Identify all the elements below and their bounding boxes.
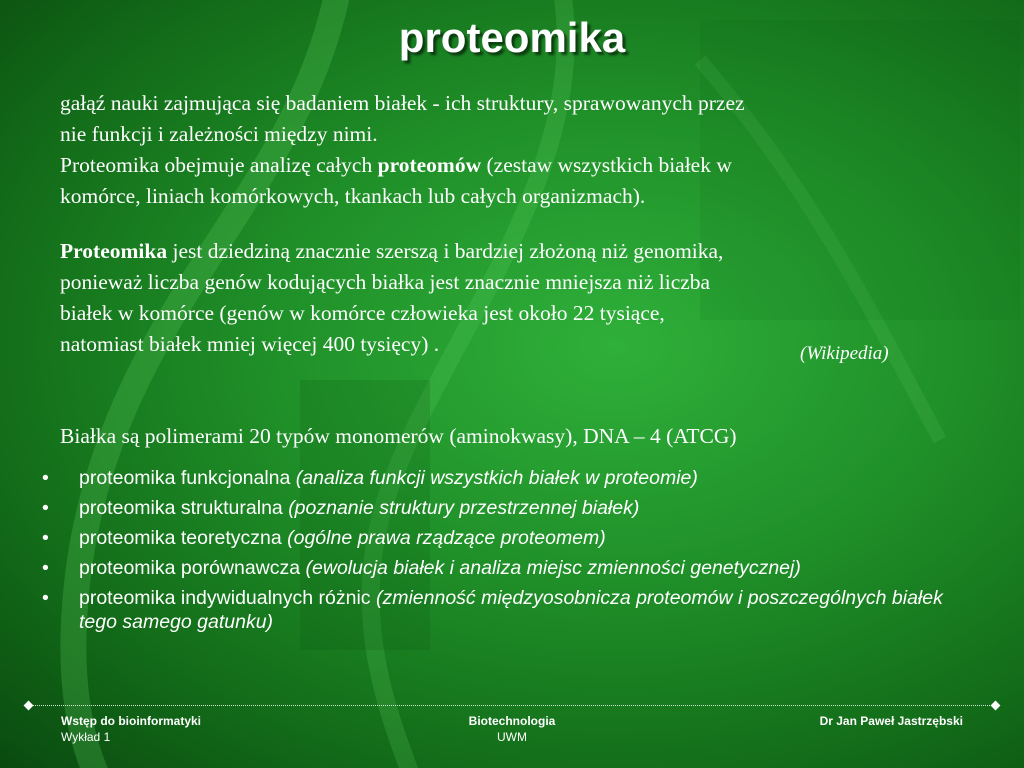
list-item: • proteomika funkcjonalna (analiza funkcji wszystkich białek w proteomie) [42, 467, 698, 489]
definition-line: nie funkcji i zależności między nimi. [60, 122, 378, 146]
list-item: • proteomika indywidualnych różnic (zmienność międzyosobnicza proteomów i poszczególnych białek tego samego gatunku) [42, 587, 943, 633]
definition-line: komórce, liniach komórkowych, tkankach lub całych organizmach). [60, 184, 646, 208]
scope-paragraph [60, 236, 980, 360]
bullet-icon: • [42, 467, 49, 489]
divider-diamond-icon [991, 701, 1001, 711]
bullet-icon: • [42, 557, 49, 579]
bullet-icon: • [42, 527, 49, 549]
polymer-statement: Białka są polimerami 20 typów monomerów (aminokwasy), DNA – 4 (ATCG) [60, 424, 737, 448]
list-item: • proteomika porównawcza (ewolucja białek i analiza miejsc zmienności genetycznej) [42, 557, 801, 579]
source-citation: (Wikipedia) [800, 343, 889, 364]
list-item: • proteomika strukturalna (poznanie struktury przestrzennej białek) [42, 497, 640, 519]
slide-title: proteomika [398, 14, 626, 61]
divider-diamond-icon [24, 701, 34, 711]
footer-author: Dr Jan Paweł Jastrzębski [819, 714, 963, 728]
list-item: • proteomika teoretyczna (ogólne prawa rządzące proteomem) [42, 527, 606, 549]
definition-line: gałąź nauki zajmująca się badaniem białek - ich struktury, sprawowanych przez [60, 91, 745, 115]
bullet-icon: • [42, 497, 49, 519]
footer-divider [28, 705, 996, 706]
bullet-icon: • [42, 587, 49, 609]
footer-course: Wstęp do bioinformatyki Wykład 1 [61, 714, 202, 744]
scope-line: natomiast białek mniej więcej 400 tysięcy) . [60, 332, 440, 356]
scope-line: białek w komórce (genów w komórce człowieka jest około 22 tysiące, [60, 301, 665, 325]
footer-program: Biotechnologia UWM [468, 714, 556, 744]
scope-line: Proteomika jest dziedziną znacznie szerszą i bardziej złożoną niż genomika, [60, 239, 724, 263]
definition-paragraph [60, 88, 980, 212]
scope-line: ponieważ liczba genów kodujących białka jest znacznie mniejsza niż liczba [60, 270, 711, 294]
proteomics-types-list [40, 466, 970, 640]
definition-line: Proteomika obejmuje analizę całych proteomów (zestaw wszystkich białek w [60, 153, 732, 177]
